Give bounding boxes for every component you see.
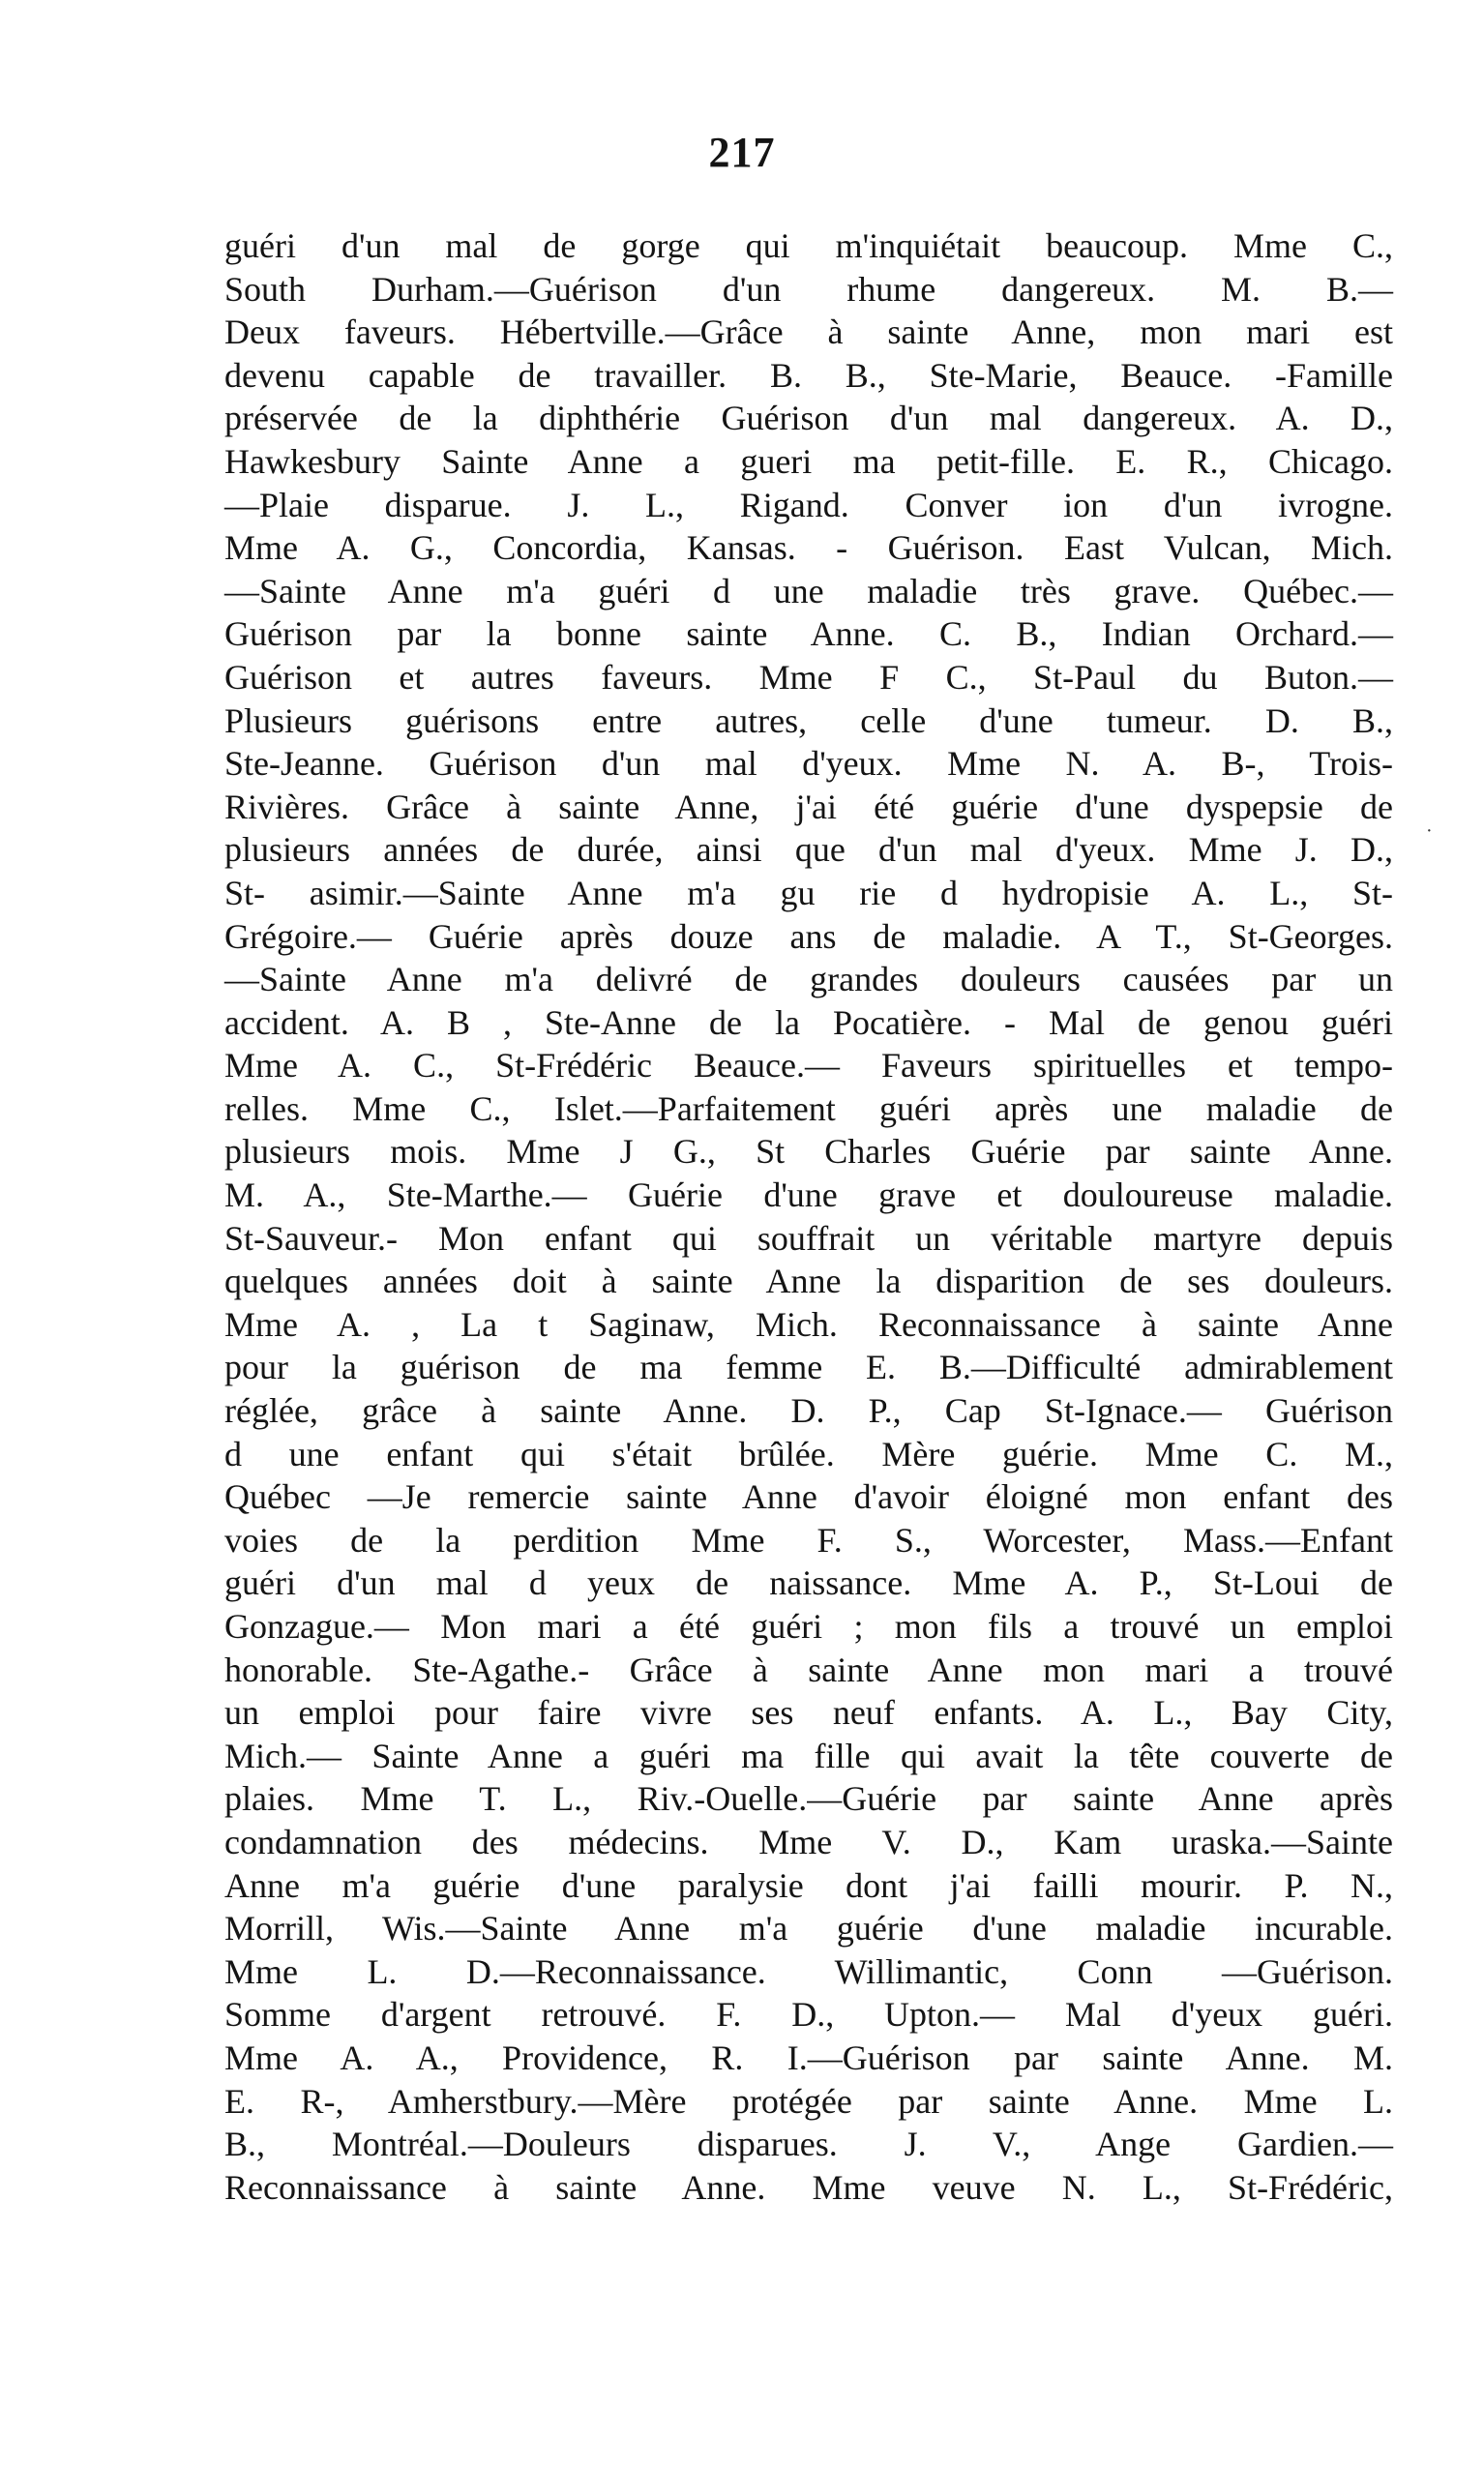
text-line: Grégoire.— Guérie après douze ans de maladie. A T., St-Georges. bbox=[224, 916, 1393, 956]
text-line: Mich.— Sainte Anne a guéri ma fille qui avait la tête couverte de bbox=[224, 1736, 1393, 1775]
text-line: Mme A. A., Providence, R. I.—Guérison par sainte Anne. M. bbox=[224, 2038, 1393, 2077]
scan-margin-mark: · bbox=[1426, 820, 1433, 842]
text-line: préservée de la diphthérie Guérison d'un mal dangereux. A. D., bbox=[224, 399, 1393, 438]
text-line: St- asimir.—Sainte Anne m'a gu rie d hydropisie A. L., St- bbox=[224, 873, 1393, 912]
text-line: Mme A. , La t Saginaw, Mich. Reconnaissance à sainte Anne bbox=[224, 1304, 1393, 1344]
text-line: Deux faveurs. Hébertville.—Grâce à sainte Anne, mon mari est bbox=[224, 312, 1393, 352]
text-line: —Sainte Anne m'a delivré de grandes douleurs causées par un bbox=[224, 960, 1393, 999]
text-line: B., Montréal.—Douleurs disparues. J. V., Ange Gardien.— bbox=[224, 2125, 1393, 2164]
text-line: St-Sauveur.- Mon enfant qui souffrait un véritable martyre depuis bbox=[224, 1218, 1393, 1258]
text-line: Mme L. D.—Reconnaissance. Willimantic, Conn —Guérison. bbox=[224, 1951, 1393, 1991]
text-line: M. A., Ste-Marthe.— Guérie d'une grave et douloureuse maladie. bbox=[224, 1175, 1393, 1215]
text-line: Anne m'a guérie d'une paralysie dont j'ai failli mourir. P. N., bbox=[224, 1865, 1393, 1905]
text-line: réglée, grâce à sainte Anne. D. P., Cap St-Ignace.— Guérison bbox=[224, 1391, 1393, 1431]
text-line: Québec —Je remercie sainte Anne d'avoir éloigné mon enfant des bbox=[224, 1477, 1393, 1517]
text-line: Mme A. G., Concordia, Kansas. - Guérison. East Vulcan, Mich. bbox=[224, 528, 1393, 568]
text-line: guéri d'un mal de gorge qui m'inquiétait beaucoup. Mme C., bbox=[224, 226, 1393, 265]
text-line: honorable. Ste-Agathe.- Grâce à sainte Anne mon mari a trouvé bbox=[224, 1650, 1393, 1689]
text-line: Reconnaissance à sainte Anne. Mme veuve N. L., St-Frédéric, bbox=[224, 2167, 1393, 2207]
text-line: plaies. Mme T. L., Riv.-Ouelle.—Guérie par sainte Anne après bbox=[224, 1779, 1393, 1819]
text-line: accident. A. B , Ste-Anne de la Pocatière. - Mal de genou guéri bbox=[224, 1002, 1393, 1042]
text-line: Rivières. Grâce à sainte Anne, j'ai été guérie d'une dyspepsie de bbox=[224, 787, 1393, 826]
text-line: condamnation des médecins. Mme V. D., Kam uraska.—Sainte bbox=[224, 1822, 1393, 1861]
text-line: Mme A. C., St-Frédéric Beauce.— Faveurs spirituelles et tempo- bbox=[224, 1046, 1393, 1086]
text-line: E. R-, Amherstbury.—Mère protégée par sainte Anne. Mme L. bbox=[224, 2081, 1393, 2121]
text-line: Guérison par la bonne sainte Anne. C. B., Indian Orchard.— bbox=[224, 614, 1393, 654]
text-line: Guérison et autres faveurs. Mme F C., St-Paul du Buton.— bbox=[224, 657, 1393, 697]
text-line: Somme d'argent retrouvé. F. D., Upton.— Mal d'yeux guéri. bbox=[224, 1995, 1393, 2035]
text-line: quelques années doit à sainte Anne la disparition de ses douleurs. bbox=[224, 1262, 1393, 1301]
text-line: pour la guérison de ma femme E. B.—Difficulté admirablement bbox=[224, 1348, 1393, 1387]
text-line: plusieurs années de durée, ainsi que d'un mal d'yeux. Mme J. D., bbox=[224, 830, 1393, 870]
text-line: Ste-Jeanne. Guérison d'un mal d'yeux. Mme N. A. B-, Trois- bbox=[224, 744, 1393, 784]
text-line: d une enfant qui s'était brûlée. Mère guérie. Mme C. M., bbox=[224, 1434, 1393, 1473]
text-line: Plusieurs guérisons entre autres, celle d'une tumeur. D. B., bbox=[224, 700, 1393, 740]
text-line: voies de la perdition Mme F. S., Worcester, Mass.—Enfant bbox=[224, 1520, 1393, 1560]
text-line: —Plaie disparue. J. L., Rigand. Conver ion d'un ivrogne. bbox=[224, 485, 1393, 524]
text-line: Gonzague.— Mon mari a été guéri ; mon fils a trouvé un emploi bbox=[224, 1607, 1393, 1646]
text-line: —Sainte Anne m'a guéri d une maladie très grave. Québec.— bbox=[224, 571, 1393, 610]
text-line: South Durham.—Guérison d'un rhume dangereux. M. B.— bbox=[224, 269, 1393, 309]
text-line: guéri d'un mal d yeux de naissance. Mme A. P., St-Loui de bbox=[224, 1563, 1393, 1603]
page-number: 217 bbox=[708, 129, 776, 176]
text-line: un emploi pour faire vivre ses neuf enfants. A. L., Bay City, bbox=[224, 1693, 1393, 1733]
text-line: Morrill, Wis.—Sainte Anne m'a guérie d'une maladie incurable. bbox=[224, 1909, 1393, 1948]
body-text bbox=[224, 224, 1393, 2209]
text-line: Hawkesbury Sainte Anne a gueri ma petit-fille. E. R., Chicago. bbox=[224, 441, 1393, 481]
text-line: relles. Mme C., Islet.—Parfaitement guéri après une maladie de bbox=[224, 1088, 1393, 1128]
text-line: devenu capable de travailler. B. B., Ste-Marie, Beauce. -Famille bbox=[224, 355, 1393, 395]
text-line: plusieurs mois. Mme J G., St Charles Guérie par sainte Anne. bbox=[224, 1132, 1393, 1172]
